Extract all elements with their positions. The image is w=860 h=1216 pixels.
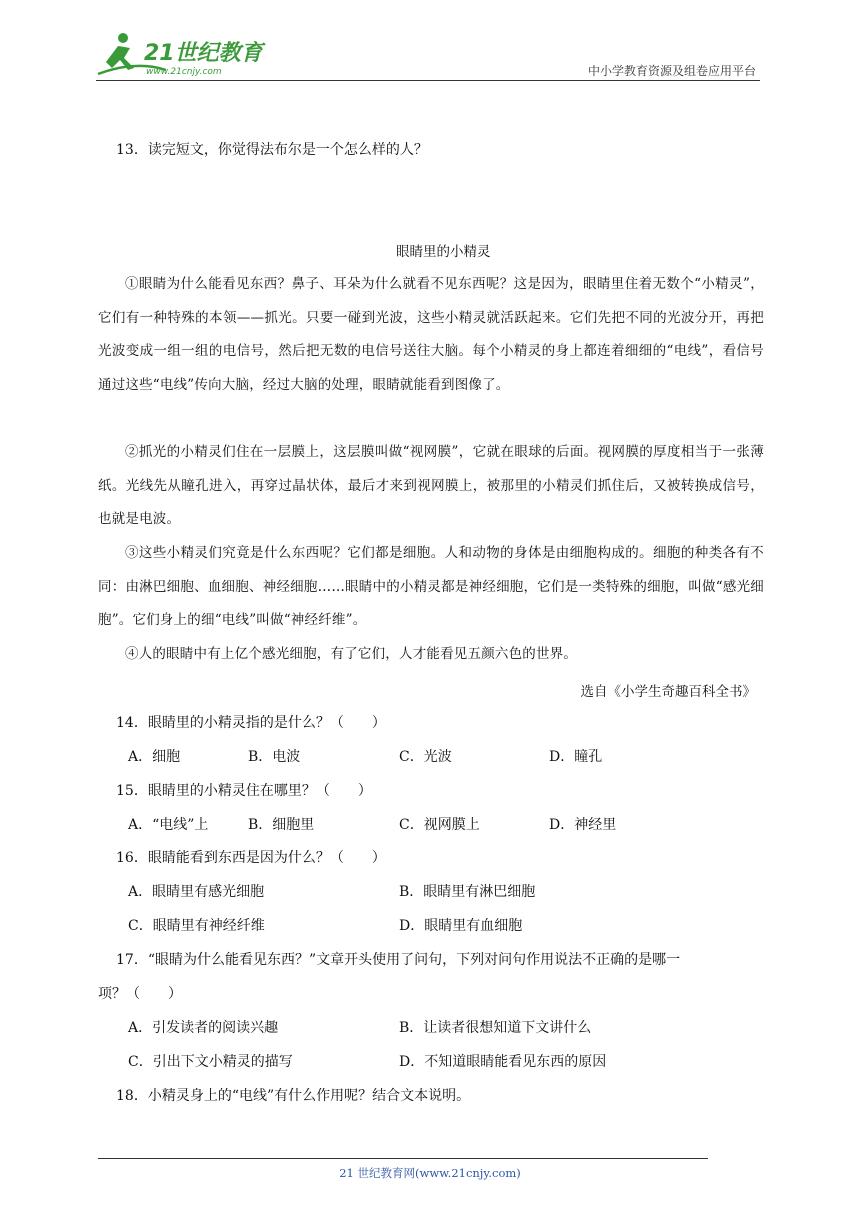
question-17-option-d: D．不知道眼睛能看见东西的原因 [399, 1054, 607, 1070]
question-14-option-c: C．光波 [399, 749, 452, 765]
passage-paragraph-1: ①眼睛为什么能看见东西？鼻子、耳朵为什么就看不见东西呢？这是因为，眼睛里住着无数个“小精灵”，它们有一种特殊的本领——抓光。只要一碰到光波，这些小精灵就活跃起来。它们先把不同的光波分开，再把光波变成一组一组的电信号，然后把无数的电信号送往大脑。每个小精灵的身上都连着细细的“电线”，看信号通过这些“电线”传向大脑，经过大脑的处理，眼睛就能看到图像了。 [98, 276, 764, 393]
question-15-option-a: A．“电线”上 [128, 817, 209, 833]
question-15-stem: 15．眼睛里的小精灵住在哪里？（ ） [116, 783, 372, 799]
question-15-option-d: D．神经里 [549, 817, 617, 833]
passage-paragraph-4: ④人的眼睛中有上亿个感光细胞，有了它们，人才能看见五颜六色的世界。 [125, 646, 578, 662]
passage-title: 眼睛里的小精灵 [396, 244, 491, 260]
footer-divider [98, 1158, 708, 1159]
question-14-option-b: B．电波 [248, 749, 301, 765]
question-16-option-a: A．眼睛里有感光细胞 [128, 884, 265, 900]
question-17-stem-line-1: 17．“眼睛为什么能看见东西？”文章开头使用了问句，下列对问句作用说法不正确的是哪一 [116, 952, 681, 968]
question-17-option-b: B．让读者很想知道下文讲什么 [399, 1020, 592, 1036]
question-14-stem: 14．眼睛里的小精灵指的是什么？（ ） [116, 715, 386, 731]
question-17-stem-line-2: 项？（ ） [98, 986, 182, 1002]
question-15-option-b: B．细胞里 [248, 817, 315, 833]
question-16-stem: 16．眼睛能看到东西是因为什么？（ ） [116, 850, 386, 866]
question-14-option-a: A．细胞 [128, 749, 181, 765]
question-17-option-c: C．引出下文小精灵的描写 [128, 1054, 293, 1070]
passage-source: 选自《小学生奇趣百科全书》 [580, 684, 756, 700]
header-divider [96, 80, 760, 81]
question-14-option-d: D．瞳孔 [549, 749, 603, 765]
passage-paragraph-2: ②抓光的小精灵们住在一层膜上，这层膜叫做“视网膜”，它就在眼球的后面。视网膜的厚度相当于一张薄纸。光线先从瞳孔进入，再穿过晶状体，最后才来到视网膜上，被那里的小精灵们抓住后，又被转换成信号，也就是电波。 [98, 444, 764, 528]
passage-paragraph-3: ③这些小精灵们究竟是什么东西呢？它们都是细胞。人和动物的身体是由细胞构成的。细胞的种类各有不同：由淋巴细胞、血细胞、神经细胞……眼睛中的小精灵都是神经细胞，它们是一类特殊的细胞，叫做“感光细胞”。它们身上的细“电线”叫做“神经纤维”。 [98, 545, 764, 629]
question-16-option-b: B．眼睛里有淋巴细胞 [399, 884, 536, 900]
question-15-option-c: C．视网膜上 [399, 817, 480, 833]
question-13: 13．读完短文，你觉得法布尔是一个怎么样的人？ [116, 142, 428, 158]
platform-name: 中小学教育资源及组卷应用平台 [587, 64, 756, 78]
logo-url: www.21cnjy.com [146, 67, 222, 77]
question-16-option-c: C．眼睛里有神经纤维 [128, 918, 265, 934]
footer-link[interactable]: 21 世纪教育网(www.21cnjy.com) [339, 1166, 521, 1180]
question-16-option-d: D．眼睛里有血细胞 [399, 918, 523, 934]
question-17-option-a: A．引发读者的阅读兴趣 [128, 1020, 279, 1036]
site-logo [96, 30, 266, 80]
logo-text: 21世纪教育 [144, 41, 263, 66]
question-18: 18．小精灵身上的“电线”有什么作用呢？结合文本说明。 [116, 1088, 471, 1104]
